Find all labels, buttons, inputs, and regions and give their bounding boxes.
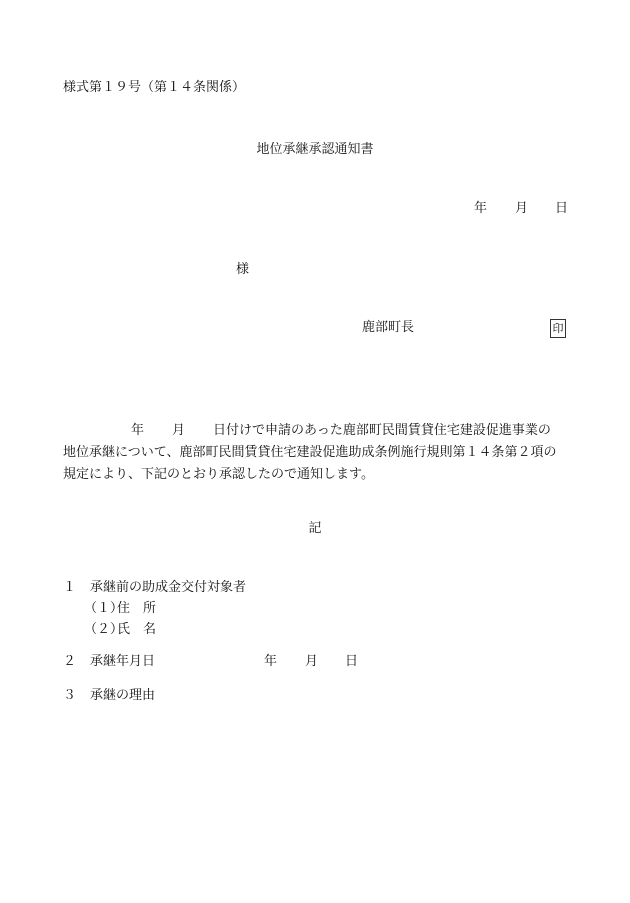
item-1-number: １ <box>63 580 77 595</box>
item-1-sub-2-label: 氏 名 <box>117 622 157 637</box>
addressee-honorific: 様 <box>236 262 250 277</box>
item-2-label: 承継年月日 <box>90 654 156 669</box>
item-3-number: ３ <box>63 688 77 703</box>
body-line-3: 規定により、下記のとおり承認したので通知します。 <box>63 467 374 482</box>
item-1-sub-1-label: 住 所 <box>117 601 157 616</box>
item-2-month-label: 月 <box>305 654 319 669</box>
form-number: 様式第１９号（第１４条関係） <box>63 80 246 95</box>
item-3-label: 承継の理由 <box>90 688 156 703</box>
body-line-2: 地位承継について、鹿部町民間賃貸住宅建設促進助成条例施行規則第１４条第２項の <box>63 445 557 460</box>
item-2-number: ２ <box>63 654 77 669</box>
seal-mark: 印 <box>550 319 566 338</box>
item-2-day-label: 日 <box>345 654 359 669</box>
body-month-label: 月 <box>172 423 186 438</box>
body-line-1 <box>63 420 569 442</box>
item-2-year-label: 年 <box>264 654 278 669</box>
document-title: 地位承継承認通知書 <box>256 142 374 157</box>
issuer-name: 鹿部町長 <box>362 320 415 335</box>
item-1-sub-1-number: （１） <box>84 601 124 616</box>
item-1-label: 承継前の助成金交付対象者 <box>90 580 247 595</box>
body-line-1-text: 日付けで申請のあった鹿部町民間賃貸住宅建設促進事業の <box>213 423 551 438</box>
body-year-label: 年 <box>131 423 145 438</box>
ki-heading: 記 <box>308 521 322 536</box>
date-month-label: 月 <box>515 201 529 216</box>
date-day-label: 日 <box>555 201 569 216</box>
date-year-label: 年 <box>474 201 488 216</box>
body-paragraph <box>63 420 569 486</box>
item-1-sub-2-number: （２） <box>84 622 124 637</box>
